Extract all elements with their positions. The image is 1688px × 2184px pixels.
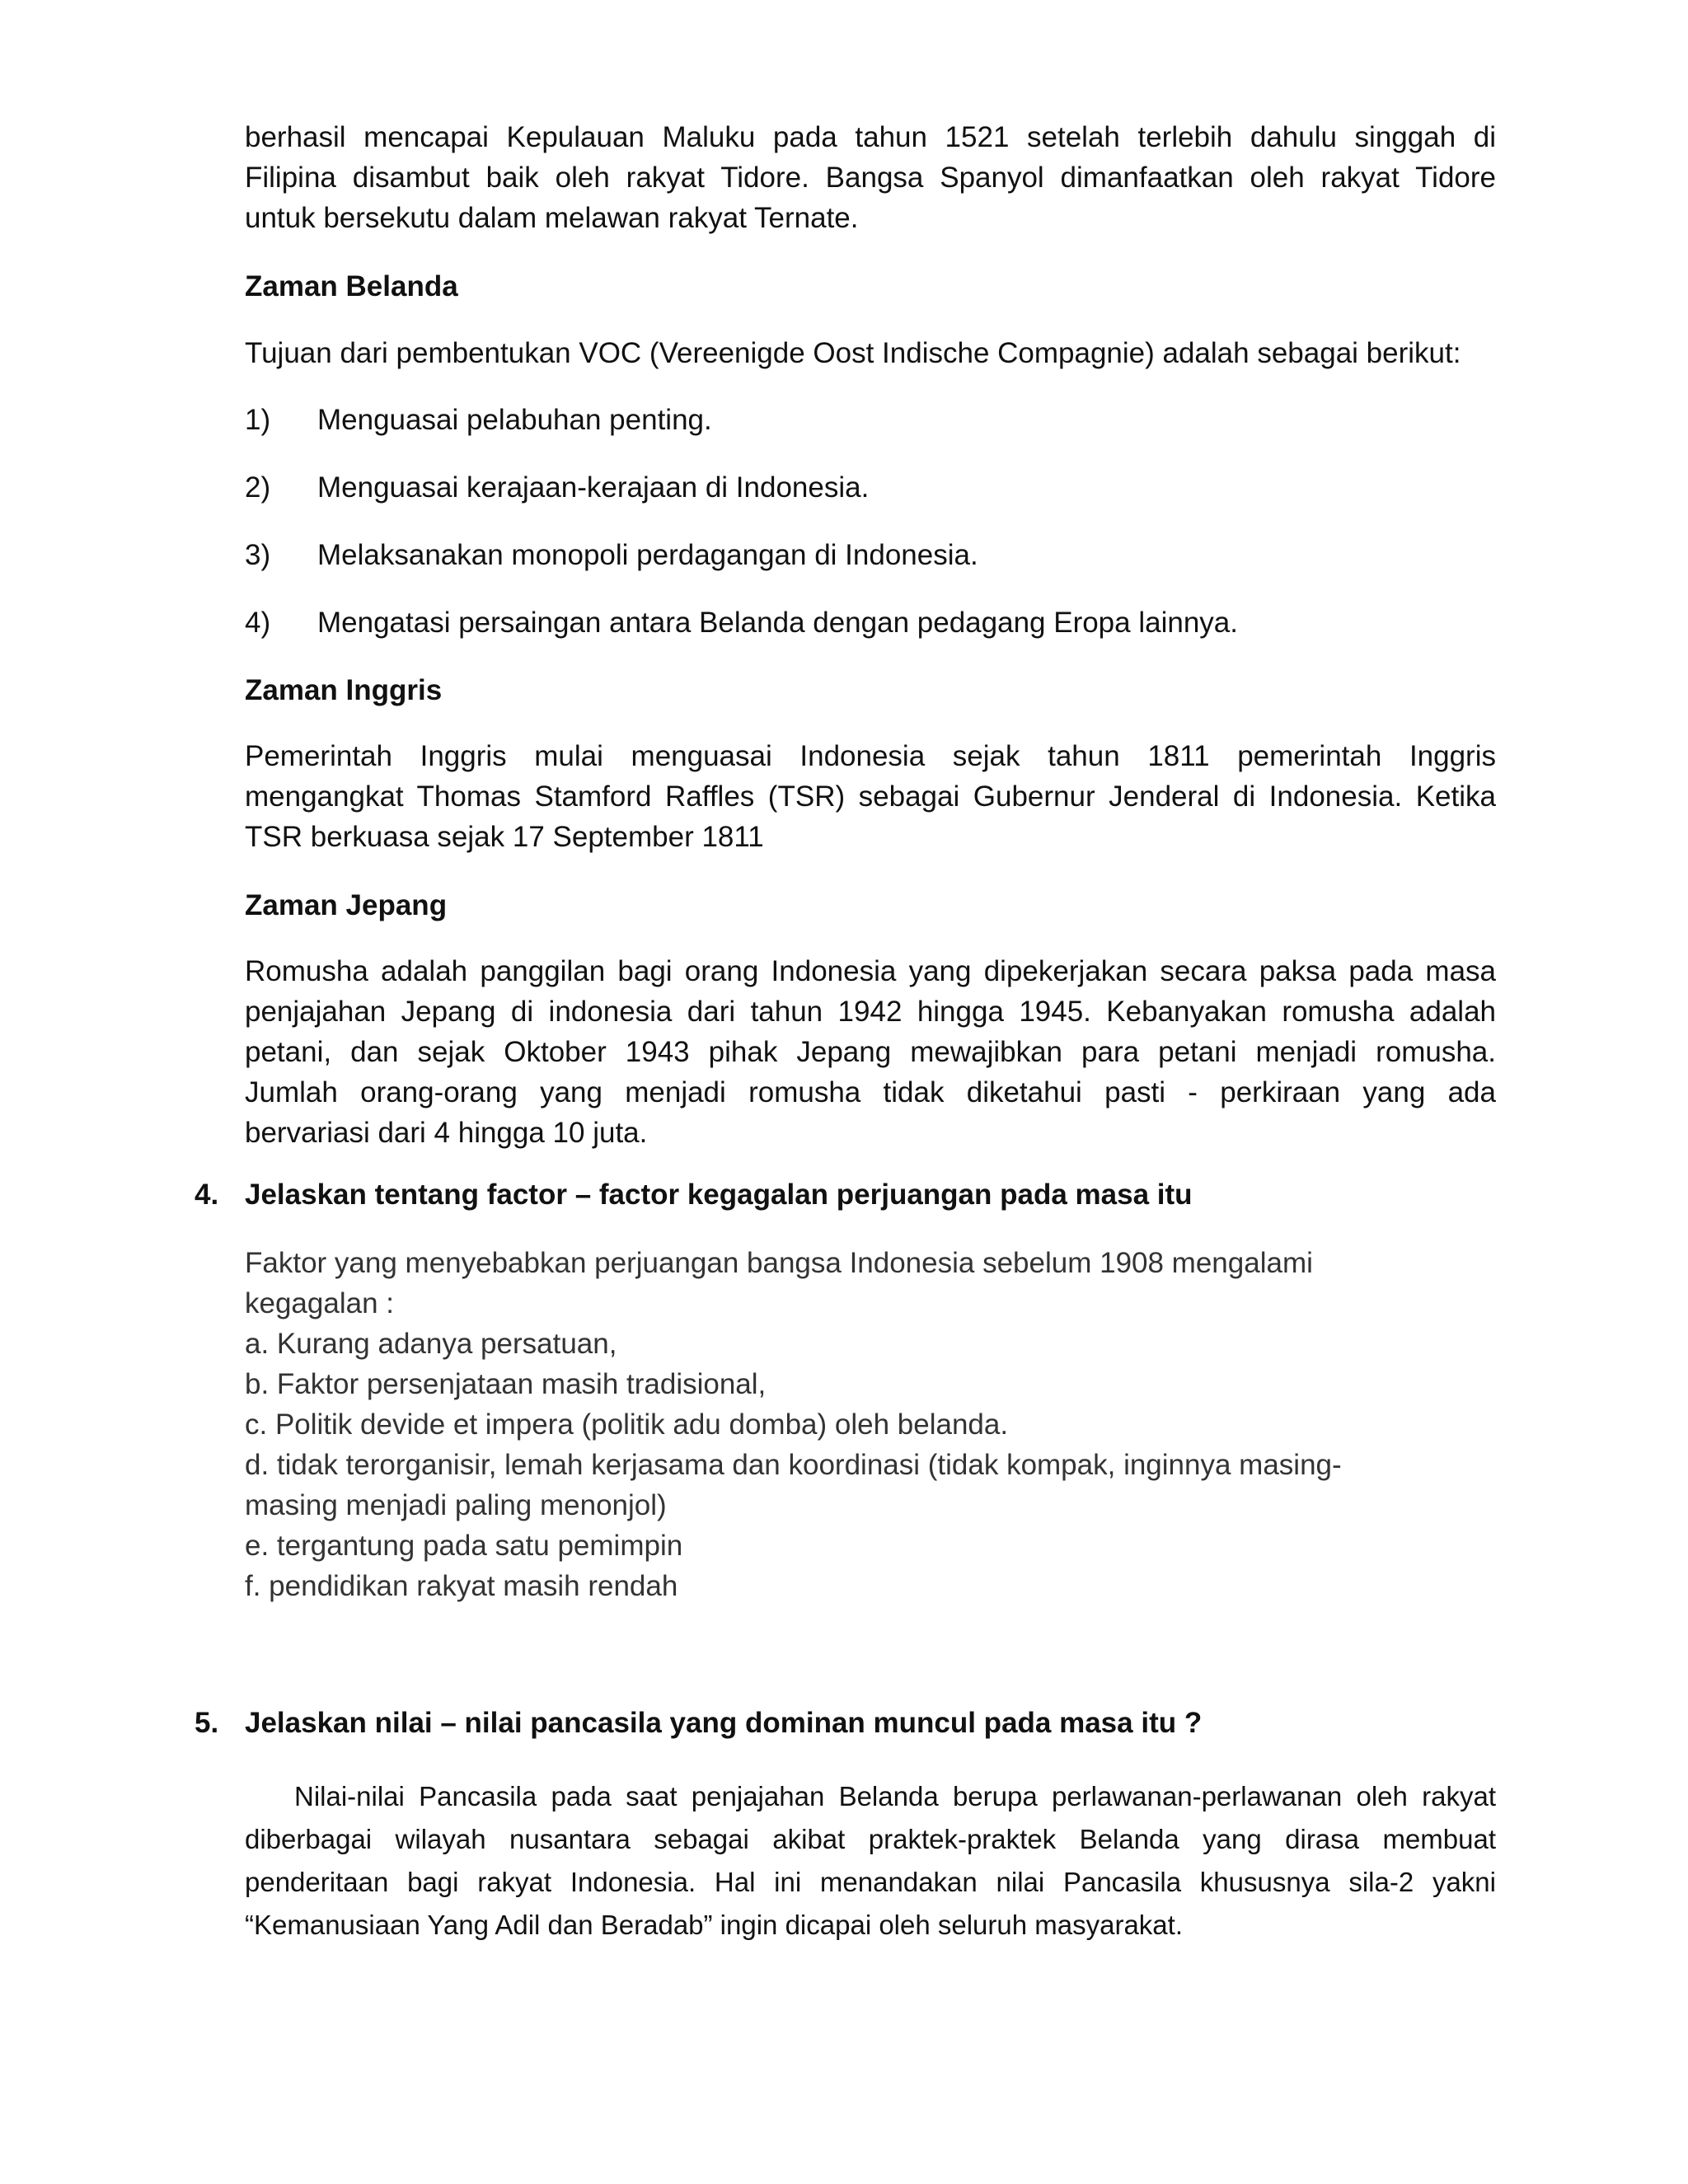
- jepang-line-5: bervariasi dari 4 hingga 10 juta.: [245, 1117, 648, 1149]
- inggris-line-2: mengangkat Thomas Stamford Raffles (TSR) sebagai Gubernur Jenderal di Indonesia. Ketika: [245, 780, 1496, 813]
- answer-line: penderitaan bagi rakyat Indonesia. Hal ini menandakan nilai Pancasila khususnya sila-2 yakni: [245, 1867, 1496, 1897]
- inggris-line-3: TSR berkuasa sejak 17 September 1811: [245, 821, 764, 853]
- answer-line: Faktor yang menyebabkan perjuangan bangsa Indonesia sebelum 1908 mengalami: [245, 1247, 1313, 1279]
- answer-line: a. Kurang adanya persatuan,: [245, 1328, 617, 1360]
- question-4-answer: [245, 1243, 1496, 1606]
- intro-line-1: berhasil mencapai Kepulauan Maluku pada tahun 1521 setelah terlebih dahulu singgah di: [245, 121, 1496, 153]
- answer-line: f. pendidikan rakyat masih rendah: [245, 1570, 678, 1602]
- list-number: 2): [245, 471, 271, 504]
- question-4-text: Jelaskan tentang factor – factor kegagalan perjuangan pada masa itu: [245, 1179, 1193, 1211]
- list-text: Menguasai kerajaan-kerajaan di Indonesia.: [317, 471, 870, 504]
- intro-line-2: Filipina disambut baik oleh rakyat Tidore. Bangsa Spanyol dimanfaatkan oleh rakyat Tidore: [245, 162, 1496, 194]
- jepang-line-4: Jumlah orang-orang yang menjadi romusha tidak diketahui pasti - perkiraan yang ada: [245, 1076, 1496, 1108]
- inggris-line-1: Pemerintah Inggris mulai menguasai Indonesia sejak tahun 1811 pemerintah Inggris: [245, 740, 1496, 772]
- answer-line: “Kemanusiaan Yang Adil dan Beradab” ingin dicapai oleh seluruh masyarakat.: [245, 1910, 1184, 1940]
- intro-paragraph: [245, 117, 1496, 238]
- answer-line: Nilai-nilai Pancasila pada saat penjajahan Belanda berupa perlawanan-perlawanan oleh rakyat: [294, 1781, 1496, 1811]
- heading-zaman-belanda: Zaman Belanda: [245, 270, 458, 302]
- answer-line: d. tidak terorganisir, lemah kerjasama dan koordinasi (tidak kompak, inginnya masing-: [245, 1449, 1342, 1481]
- answer-line: b. Faktor persenjataan masih tradisional,: [245, 1368, 767, 1400]
- jepang-paragraph: [245, 951, 1496, 1153]
- list-number: 1): [245, 404, 271, 436]
- question-5-answer: [245, 1775, 1496, 1947]
- question-4-number: 4.: [195, 1179, 219, 1211]
- list-number: 3): [245, 539, 271, 571]
- intro-line-3: untuk bersekutu dalam melawan rakyat Ternate.: [245, 202, 859, 234]
- answer-line: c. Politik devide et impera (politik adu domba) oleh belanda.: [245, 1408, 1009, 1441]
- list-text: Melaksanakan monopoli perdagangan di Indonesia.: [317, 539, 978, 571]
- inggris-paragraph: [245, 736, 1496, 857]
- answer-line: masing menjadi paling menonjol): [245, 1489, 667, 1521]
- answer-line: diberbagai wilayah nusantara sebagai akibat praktek-praktek Belanda yang dirasa membuat: [245, 1824, 1496, 1854]
- answer-line: kegagalan :: [245, 1287, 394, 1319]
- jepang-line-2: penjajahan Jepang di indonesia dari tahun 1942 hingga 1945. Kebanyakan romusha adalah: [245, 996, 1496, 1028]
- list-text: Mengatasi persaingan antara Belanda dengan pedagang Eropa lainnya.: [317, 607, 1238, 639]
- heading-zaman-inggris: Zaman Inggris: [245, 674, 443, 706]
- heading-zaman-jepang: Zaman Jepang: [245, 889, 448, 921]
- question-5-text: Jelaskan nilai – nilai pancasila yang dominan muncul pada masa itu ?: [245, 1707, 1203, 1739]
- belanda-intro: Tujuan dari pembentukan VOC (Vereenigde Oost Indische Compagnie) adalah sebagai berikut:: [245, 337, 1461, 369]
- jepang-line-1: Romusha adalah panggilan bagi orang Indonesia yang dipekerjakan secara paksa pada masa: [245, 955, 1496, 987]
- list-number: 4): [245, 607, 271, 639]
- question-5-number: 5.: [195, 1707, 219, 1739]
- list-text: Menguasai pelabuhan penting.: [317, 404, 712, 436]
- jepang-line-3: petani, dan sejak Oktober 1943 pihak Jepang mewajibkan para petani menjadi romusha.: [245, 1036, 1496, 1068]
- answer-line: e. tergantung pada satu pemimpin: [245, 1530, 683, 1562]
